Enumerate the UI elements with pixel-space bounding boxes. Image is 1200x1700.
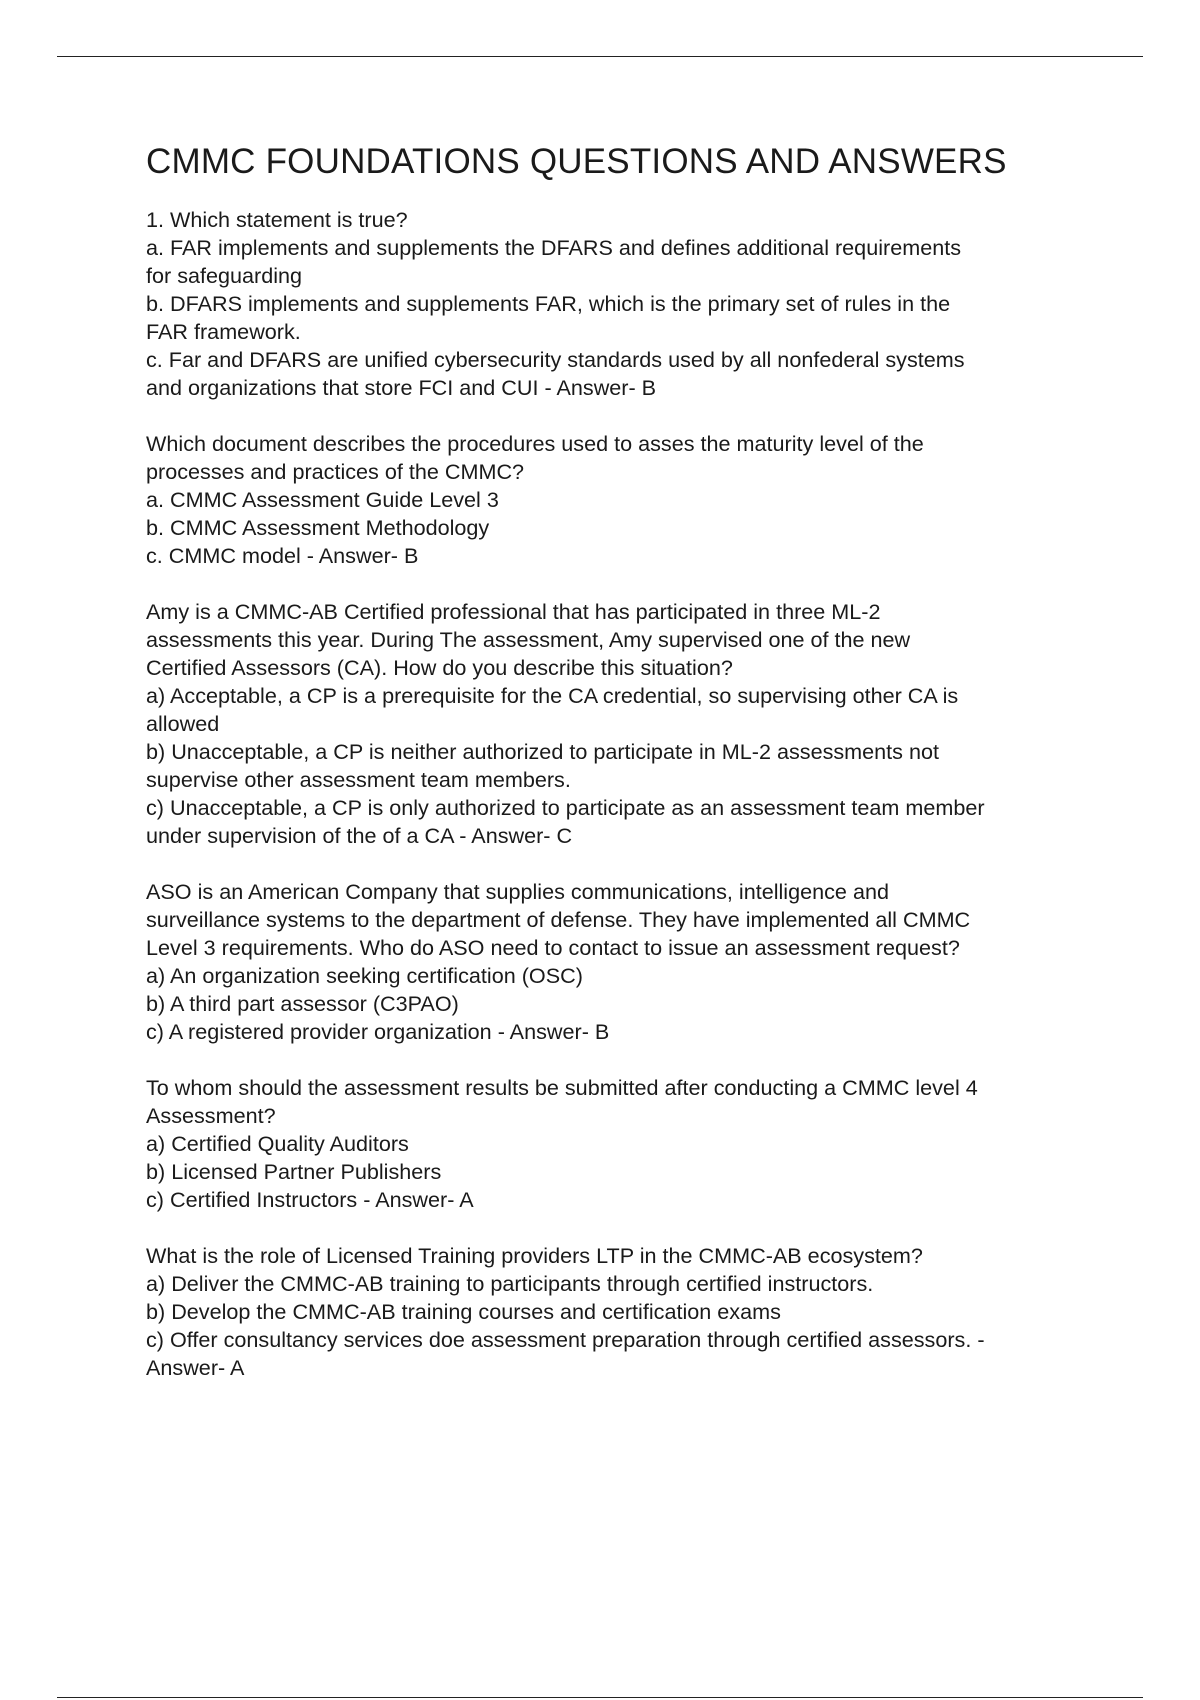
question-line: Certified Assessors (CA). How do you describe this situation? [146,655,733,680]
question-line: c) Certified Instructors - Answer- A [146,1187,474,1212]
question-block [146,206,1096,402]
question-line: surveillance systems to the department of defense. They have implemented all CMMC [146,907,971,932]
question-text: Amy is a CMMC-AB Certified professional that has participated in three ML-2 [146,599,881,624]
question-line: c. Far and DFARS are unified cybersecurity standards used by all nonfederal systems [146,347,965,372]
document-body [146,140,1096,1410]
question-text: What is the role of Licensed Training providers LTP in the CMMC-AB ecosystem? [146,1243,923,1268]
question-line: c. CMMC model - Answer- B [146,543,419,568]
question-line: processes and practices of the CMMC? [146,459,525,484]
question-block [146,1074,1096,1214]
question-line: under supervision of the of a CA - Answer- C [146,823,573,848]
question-text: 1. Which statement is true? [146,207,408,232]
question-line: c) Offer consultancy services doe assessment preparation through certified assessors. - [146,1327,985,1352]
question-block [146,430,1096,570]
question-line: b) Develop the CMMC-AB training courses and certification exams [146,1299,781,1324]
question-line: a) An organization seeking certification (OSC) [146,963,583,988]
header-rule [57,56,1143,57]
question-line: assessments this year. During The assessment, Amy supervised one of the new [146,627,911,652]
question-line: a. CMMC Assessment Guide Level 3 [146,487,499,512]
question-block [146,878,1096,1046]
question-line: b) Unacceptable, a CP is neither authorized to participate in ML-2 assessments not [146,739,939,764]
footer-rule [57,1697,1143,1698]
question-block [146,598,1096,850]
question-text: ASO is an American Company that supplies communications, intelligence and [146,879,889,904]
question-line: a) Acceptable, a CP is a prerequisite for the CA credential, so supervising other CA is [146,683,959,708]
question-text: Which document describes the procedures used to asses the maturity level of the [146,431,924,456]
question-line: a) Deliver the CMMC-AB training to participants through certified instructors. [146,1271,874,1296]
document-title: CMMC FOUNDATIONS QUESTIONS AND ANSWERS [146,142,1007,181]
question-line: FAR framework. [146,319,301,344]
question-line: Answer- A [146,1355,245,1380]
question-line: c) A registered provider organization - Answer- B [146,1019,610,1044]
question-line: Level 3 requirements. Who do ASO need to contact to issue an assessment request? [146,935,960,960]
question-block [146,1242,1096,1382]
question-line: for safeguarding [146,263,303,288]
question-text: To whom should the assessment results be submitted after conducting a CMMC level 4 [146,1075,978,1100]
question-line: and organizations that store FCI and CUI - Answer- B [146,375,657,400]
question-line: c) Unacceptable, a CP is only authorized to participate as an assessment team member [146,795,985,820]
question-line: b) Licensed Partner Publishers [146,1159,442,1184]
question-line: b. CMMC Assessment Methodology [146,515,490,540]
question-list [146,206,1096,1382]
question-line: b. DFARS implements and supplements FAR, which is the primary set of rules in the [146,291,951,316]
question-line: supervise other assessment team members. [146,767,571,792]
question-line: allowed [146,711,220,736]
question-line: a. FAR implements and supplements the DFARS and defines additional requirements [146,235,962,260]
question-line: a) Certified Quality Auditors [146,1131,409,1156]
question-line: Assessment? [146,1103,276,1128]
question-line: b) A third part assessor (C3PAO) [146,991,459,1016]
